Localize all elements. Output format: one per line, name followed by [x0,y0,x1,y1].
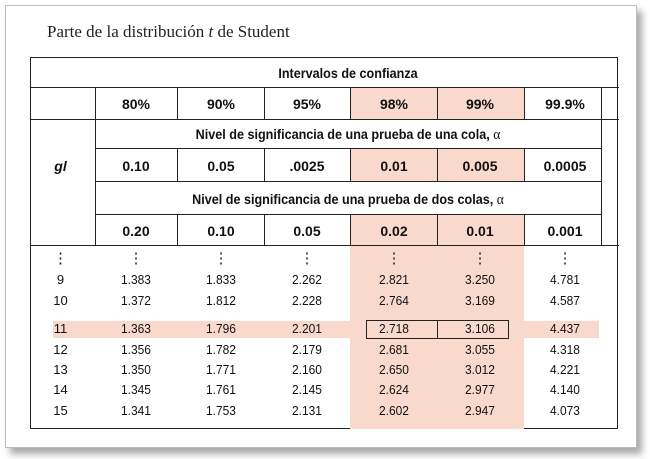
rule [437,320,438,339]
rule [95,148,601,149]
confidence-value: 95% [292,96,322,112]
confidence-header: Intervalos de confianza [278,65,418,81]
table-cell: 3.250 [465,272,495,287]
confidence-value: 98% [379,96,409,112]
table-cell: 1.796 [206,321,236,336]
confidence-value: 80% [121,96,151,112]
table-cell: 2.681 [379,342,409,357]
table-cell: 4.781 [550,272,580,287]
row-gl: 13 [53,362,68,377]
table-cell: 4.587 [550,293,580,308]
table-cell: 2.718 [379,321,409,336]
table-title: Parte de la distribución t de Student [47,22,290,41]
ellipsis: ⋮ [473,250,487,267]
two-tail-value: 0.10 [207,223,235,239]
confidence-value: 90% [206,96,236,112]
table-cell: 1.356 [121,342,151,357]
one-tail-value: 0.005 [462,158,498,174]
table-cell: 1.761 [206,382,236,397]
table-cell: 2.624 [379,382,409,397]
table-cell: 1.753 [206,403,236,418]
table-cell: 2.977 [465,382,495,397]
confidence-value: 99% [465,96,495,112]
table-cell: 4.140 [550,382,580,397]
one-tail-value: 0.01 [380,158,408,174]
ellipsis: ⋮ [558,250,572,267]
rule [95,181,601,182]
table-cell: 2.650 [379,362,409,377]
table-cell: 1.812 [206,293,236,308]
table-cell: 1.782 [206,342,236,357]
one-tail-value: 0.05 [207,158,235,174]
ellipsis: ⋮ [300,250,314,267]
rule [31,87,619,88]
one-tail-header: Nivel de significancia de una prueba de una cola, α [195,126,501,143]
table-cell: 1.345 [121,382,151,397]
ellipsis: ⋮ [387,250,401,267]
two-tail-value: 0.02 [380,223,408,239]
table-cell: 2.764 [379,293,409,308]
row-gl: 10 [53,293,68,308]
row-gl: 14 [53,382,68,397]
ellipsis: ⋮ [129,250,143,267]
table-cell: 4.437 [550,321,580,336]
rule [95,214,601,215]
table-cell: 3.012 [465,362,495,377]
rule [31,119,619,120]
table-cell: 1.771 [206,362,236,377]
table-cell: 2.201 [292,321,322,336]
confidence-value: 99.9% [545,96,585,112]
table-cell: 2.947 [465,403,495,418]
table-cell: 1.341 [121,403,151,418]
table-cell: 1.363 [121,321,151,336]
row-gl: 9 [56,272,65,287]
ellipsis: ⋮ [214,250,228,267]
two-tail-value: 0.05 [293,223,321,239]
table-cell: 4.221 [550,362,580,377]
table-cell: 2.262 [292,272,322,287]
table-cell: 4.073 [550,403,580,418]
table-cell: 2.821 [379,272,409,287]
row-gl: 11 [53,321,68,336]
rule [31,245,619,246]
table-cell: 1.372 [121,293,151,308]
ellipsis: ⋮ [53,250,68,267]
table-cell: 2.602 [379,403,409,418]
table-cell: 1.383 [121,272,151,287]
table-cell: 2.179 [292,342,322,357]
table-cell: 2.145 [292,382,322,397]
one-tail-value: .0025 [289,158,325,174]
table-cell: 1.833 [206,272,236,287]
table-cell: 2.160 [292,362,322,377]
table-cell: 2.228 [292,293,322,308]
table-cell: 3.106 [465,321,495,336]
row-gl: 12 [53,342,68,357]
table-cell: 3.169 [465,293,495,308]
row-gl: 15 [53,403,68,418]
two-tail-header: Nivel de significancia de una prueba de dos colas, α [192,191,504,208]
table-cell: 4.318 [550,342,580,357]
degrees-of-freedom-label: gl [54,158,67,174]
table-cell: 2.131 [292,403,322,418]
one-tail-value: 0.10 [122,158,150,174]
two-tail-value: 0.20 [122,223,150,239]
two-tail-value: 0.001 [547,223,583,239]
table-cell: 3.055 [465,342,495,357]
one-tail-value: 0.0005 [543,158,587,174]
t-distribution-table [30,57,618,429]
table-cell: 1.350 [121,362,151,377]
two-tail-value: 0.01 [466,223,494,239]
